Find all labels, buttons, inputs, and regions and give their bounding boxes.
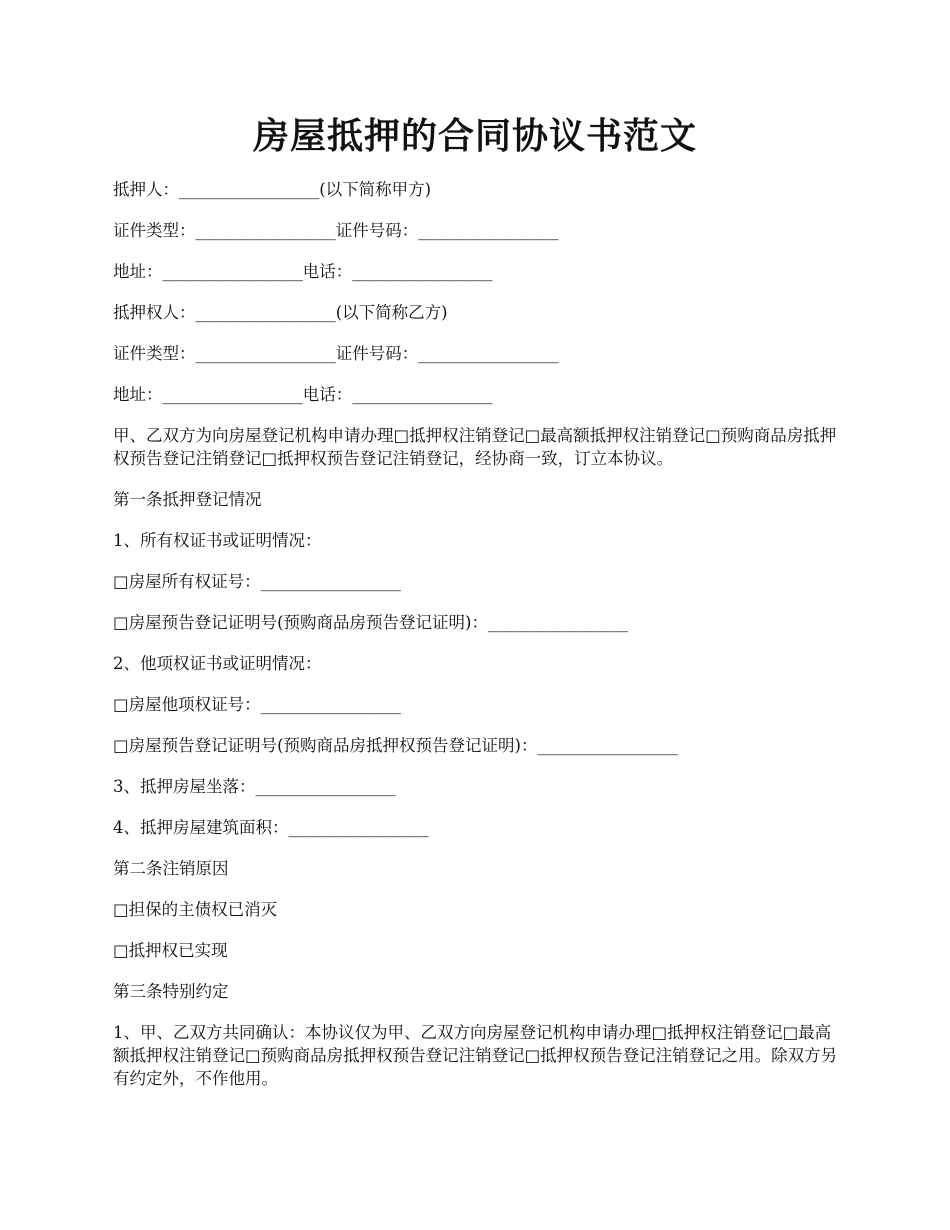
article-3-heading: 第三条特别约定 <box>113 982 229 1001</box>
other-rights-cert-line: 2、他项权证书或证明情况： <box>113 654 322 673</box>
reason-debt-extinguished: □担保的主债权已消灭 <box>113 900 278 919</box>
mortgagor-line: 抵押人：_________________(以下简称甲方) <box>113 180 432 199</box>
mortgagee-id-line: 证件类型：_________________证件号码：_________________ <box>113 344 559 363</box>
document-body <box>113 178 843 1108</box>
mortgagor-id-line: 证件类型：_________________证件号码：_________________ <box>113 221 559 240</box>
house-ownership-cert-line: □房屋所有权证号：_________________ <box>113 572 401 591</box>
mortgagor-address-line: 地址：_________________电话：_________________ <box>113 262 493 281</box>
house-preregistration-cert-line: □房屋预告登记证明号(预购商品房预告登记证明)：_________________ <box>113 613 629 632</box>
article-2-heading: 第二条注销原因 <box>113 859 229 878</box>
mortgagee-address-line: 地址：_________________电话：_________________ <box>113 385 493 404</box>
mortgage-preregistration-cert-line: □房屋预告登记证明号(预购商品房抵押权预告登记证明)：_________________ <box>113 736 678 755</box>
ownership-cert-line: 1、所有权证书或证明情况： <box>113 531 322 550</box>
document-title: 房屋抵押的合同协议书范文 <box>252 115 697 157</box>
article-1-heading: 第一条抵押登记情况 <box>113 490 262 509</box>
mortgagee-line: 抵押权人：_________________(以下简称乙方) <box>113 303 448 322</box>
special-agreement-paragraph: 1、甲、乙双方共同确认：本协议仅为甲、乙双方向房屋登记机构申请办理□抵押权注销登记□最高额抵押权注销登记□预购商品房抵押权预告登记注销登记□抵押权预告登记注销登记之用。除双方另有约定外，不作他用。 <box>113 1023 838 1088</box>
house-other-rights-cert-line: □房屋他项权证号：_________________ <box>113 695 401 714</box>
reason-mortgage-realized: □抵押权已实现 <box>113 941 228 960</box>
property-area-line: 4、抵押房屋建筑面积：_________________ <box>113 818 429 837</box>
property-location-line: 3、抵押房屋坐落：_________________ <box>113 777 396 796</box>
preamble-paragraph: 甲、乙双方为向房屋登记机构申请办理□抵押权注销登记□最高额抵押权注销登记□预购商品房抵押权预告登记注销登记□抵押权预告登记注销登记，经协商一致，订立本协议。 <box>113 426 837 468</box>
